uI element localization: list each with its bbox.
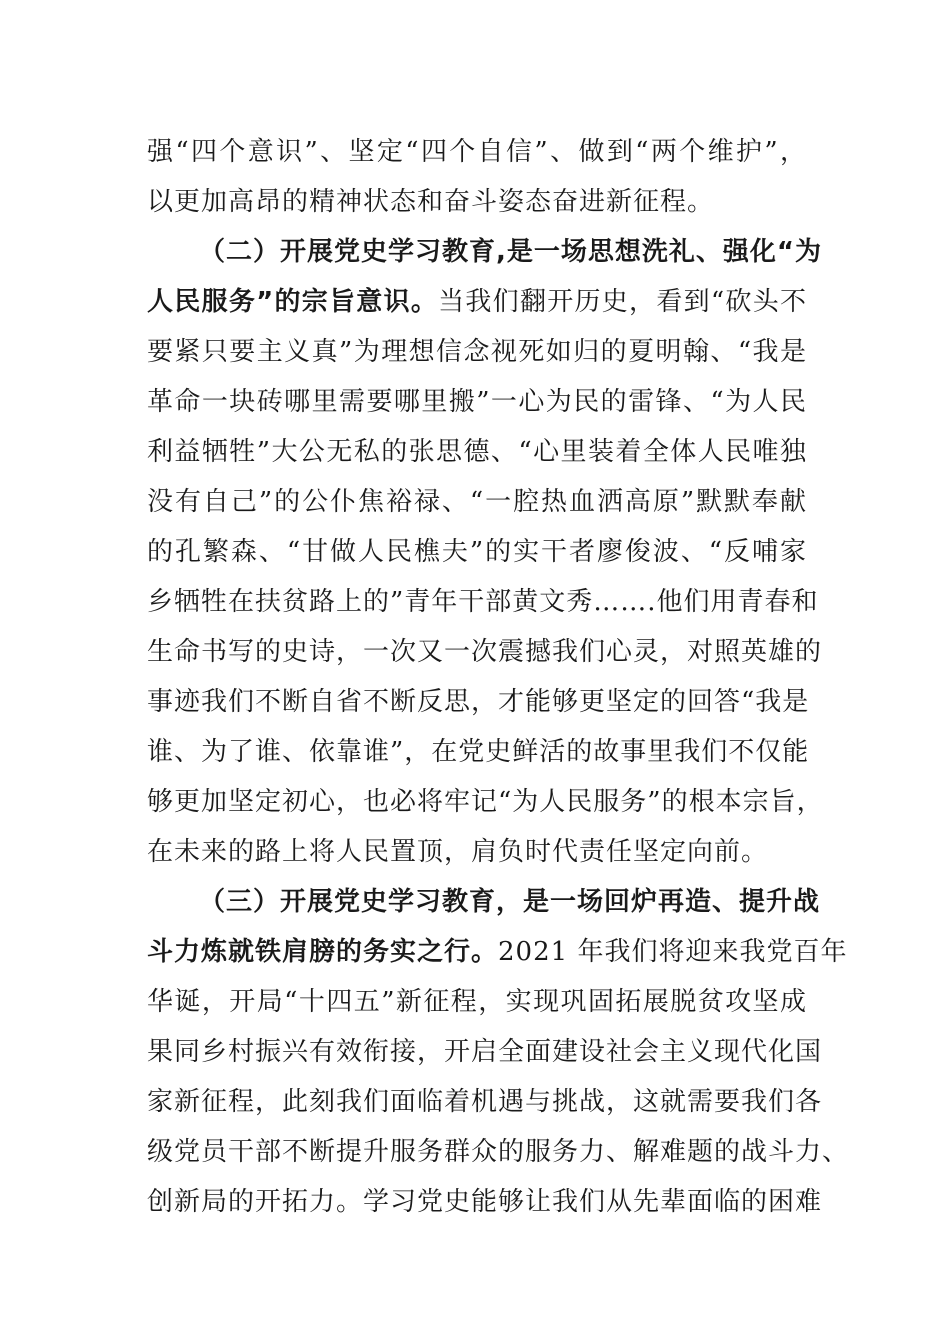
text-line-1 <box>147 132 807 172</box>
text-line-22 <box>147 1182 823 1222</box>
text-line-19 <box>147 1032 823 1072</box>
line-21-text: 级党员干部不断提升服务群众的服务力、解难题的战斗力、 <box>147 1137 850 1167</box>
line-18-text: 华诞，开局“十四五”新征程，实现巩固拓展脱贫攻坚成 <box>147 987 807 1017</box>
line-9-text: 的孔繁森、“甘做人民樵夫”的实干者廖俊波、“反哺家 <box>147 537 807 567</box>
text-line-13 <box>147 732 810 772</box>
text-line-2 <box>147 182 807 222</box>
line-20-text: 家新征程，此刻我们面临着机遇与挑战，这就需要我们各 <box>147 1087 823 1117</box>
section-2-heading-end: 人民服务”的宗旨意识。 <box>147 287 439 317</box>
line-6-text: 革命一块砖哪里需要哪里搬”一心为民的雷锋、“为人民 <box>147 387 807 417</box>
text-line-8 <box>147 482 807 522</box>
text-line-12 <box>147 682 810 722</box>
line-8-text: 没有自己”的公仆焦裕禄、“一腔热血洒高原”默默奉献 <box>147 487 807 517</box>
text-line-15 <box>147 832 807 872</box>
section-3-heading <box>199 882 821 922</box>
line-2-text: 以更加高昂的精神状态和奋斗姿态奋进新征程。 <box>147 187 715 217</box>
line-17-text: 2021 年我们将迎来我党百年 <box>498 937 848 967</box>
line-4-text: 当我们翻开历史，看到“砍头不 <box>438 287 807 317</box>
text-line-17 <box>147 932 848 972</box>
line-7-text: 利益牺牲”大公无私的张思德、“心里装着全体人民唯独 <box>147 437 807 467</box>
line-5-text: 要紧只要主义真”为理想信念视死如归的夏明翰、“我是 <box>147 337 807 367</box>
text-line-9 <box>147 532 807 572</box>
text-line-14 <box>147 782 824 822</box>
line-13-text: 谁、为了谁、依靠谁”，在党史鲜活的故事里我们不仅能 <box>147 737 810 767</box>
section-3-heading-end: 斗力炼就铁肩膀的务实之行。 <box>147 937 499 967</box>
line-12-text: 事迹我们不断自省不断反思，才能够更坚定的回答“我是 <box>147 687 810 717</box>
text-line-7 <box>147 432 807 472</box>
text-line-4 <box>147 282 807 322</box>
section-2-heading-text: （二）开展党史学习教育,是一场思想洗礼、强化“为 <box>199 237 822 267</box>
text-line-5 <box>147 332 807 372</box>
line-11-text: 生命书写的史诗，一次又一次震撼我们心灵，对照英雄的 <box>147 637 823 667</box>
section-2-heading <box>199 232 822 272</box>
line-1-text: 强“四个意识”、坚定“四个自信”、做到“两个维护”， <box>147 137 807 167</box>
line-22-text: 创新局的开拓力。学习党史能够让我们从先辈面临的困难 <box>147 1187 823 1217</box>
text-line-20 <box>147 1082 823 1122</box>
line-15-text: 在未来的路上将人民置顶，肩负时代责任坚定向前。 <box>147 837 769 867</box>
line-19-text: 果同乡村振兴有效衔接，开启全面建设社会主义现代化国 <box>147 1037 823 1067</box>
section-3-heading-text: （三）开展党史学习教育，是一场回炉再造、提升战 <box>199 887 821 917</box>
text-line-21 <box>147 1132 850 1172</box>
line-10-text: 乡牺牲在扶贫路上的”青年干部黄文秀…….他们用青春和 <box>147 587 819 617</box>
text-line-6 <box>147 382 807 422</box>
text-line-11 <box>147 632 823 672</box>
text-line-18 <box>147 982 807 1022</box>
line-14-text: 够更加坚定初心，也必将牢记“为人民服务”的根本宗旨， <box>147 787 824 817</box>
text-line-10 <box>147 582 819 622</box>
